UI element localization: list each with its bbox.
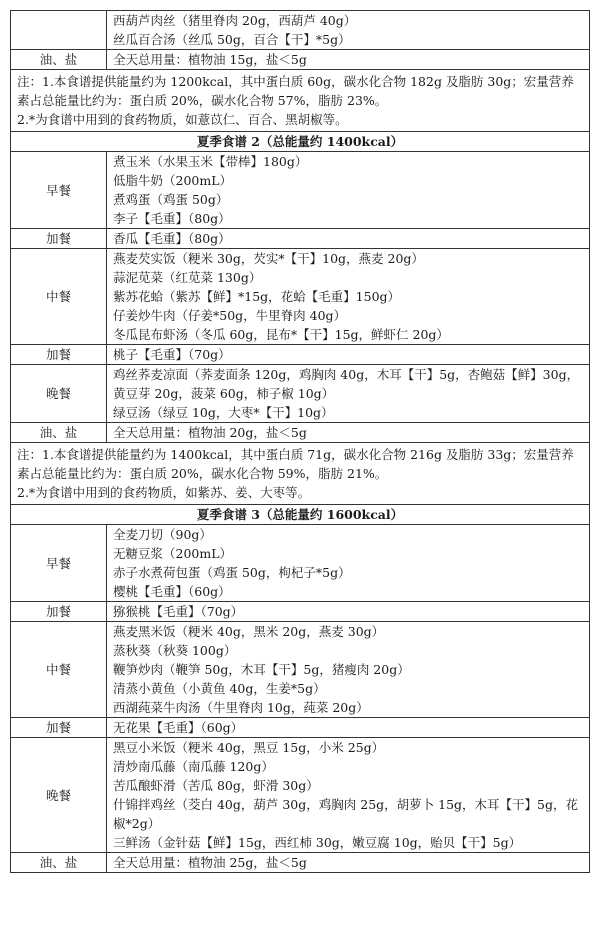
meal-label-dinner: 晚餐	[11, 738, 107, 853]
oil-salt-label: 油、盐	[11, 423, 107, 443]
dish-list	[107, 622, 590, 718]
dish-item: 低脂牛奶（200mL）	[113, 173, 233, 188]
oil-salt-row	[11, 423, 590, 443]
note-line-1: 注：1.本食谱提供能量约为 1400kcal，其中蛋白质 71g，碳水化合物 216g 及脂肪 33g；宏量营养素占总能量比约为：蛋白质 20%，碳水化合物 59%，脂肪 21%。	[17, 447, 574, 481]
dish-item: 燕麦芡实饭（粳米 30g，芡实*【干】10g，燕麦 20g）	[113, 251, 424, 266]
menu1-continued-row	[11, 11, 590, 50]
dish-item: 桃子【毛重】（70g）	[107, 345, 590, 365]
menu2-dinner-row	[11, 365, 590, 423]
meal-label-breakfast: 早餐	[11, 152, 107, 229]
dish-item: 清炒南瓜藤（南瓜藤 120g）	[113, 759, 274, 774]
dish-item: 鸡丝荞麦凉面（荞麦面条 120g，鸡胸肉 40g，木耳【干】5g，杏鲍菇【鲜】30g，黄豆芽 20g，菠菜 60g，柿子椒 10g）	[113, 367, 580, 401]
dish-list	[107, 11, 590, 50]
dish-item: 赤子水煮荷包蛋（鸡蛋 50g，枸杞子*5g）	[113, 565, 351, 580]
meal-label-lunch: 中餐	[11, 249, 107, 345]
dish-item: 无糖豆浆（200mL）	[113, 546, 233, 561]
dish-list	[107, 365, 590, 423]
dish-list	[107, 525, 590, 602]
dish-item: 蒸秋葵（秋葵 100g）	[113, 643, 237, 658]
dish-list	[107, 738, 590, 853]
menu2-title-row	[11, 132, 590, 152]
oil-salt-text: 全天总用量：植物油 25g，盐＜5g	[107, 853, 590, 873]
meal-label-dinner: 晚餐	[11, 365, 107, 423]
dish-item: 仔姜炒牛肉（仔姜*50g，牛里脊肉 40g）	[113, 308, 347, 323]
dish-list	[107, 152, 590, 229]
menu-table	[10, 10, 590, 873]
menu2-title: 夏季食谱 2（总能量约 1400kcal）	[11, 132, 590, 152]
dish-item: 黑豆小米饭（粳米 40g，黑豆 15g，小米 25g）	[113, 740, 385, 755]
dish-item: 李子【毛重】（80g）	[113, 211, 231, 226]
menu1-note	[11, 70, 590, 132]
menu3-title: 夏季食谱 3（总能量约 1600kcal）	[11, 505, 590, 525]
dish-item: 无花果【毛重】（60g）	[107, 718, 590, 738]
dish-item: 西葫芦肉丝（猪里脊肉 20g，西葫芦 40g）	[113, 13, 357, 28]
oil-salt-row	[11, 50, 590, 70]
dish-item: 苦瓜酿虾滑（苦瓜 80g，虾滑 30g）	[113, 778, 319, 793]
oil-salt-text: 全天总用量：植物油 15g，盐＜5g	[107, 50, 590, 70]
meal-label-snack: 加餐	[11, 345, 107, 365]
menu2-note	[11, 443, 590, 505]
note-row	[11, 70, 590, 132]
note-line-1: 注：1.本食谱提供能量约为 1200kcal，其中蛋白质 60g，碳水化合物 182g 及脂肪 30g；宏量营养素占总能量比约为：蛋白质 20%，碳水化合物 57%，脂肪 23%。	[17, 74, 574, 108]
dish-item: 煮鸡蛋（鸡蛋 50g）	[113, 192, 229, 207]
dish-item: 燕麦黑米饭（粳米 40g，黑米 20g，燕麦 30g）	[113, 624, 385, 639]
oil-salt-label: 油、盐	[11, 853, 107, 873]
meal-label-lunch: 中餐	[11, 622, 107, 718]
menu3-snack1-row	[11, 602, 590, 622]
menu2-snack2-row	[11, 345, 590, 365]
dish-item: 紫苏花蛤（紫苏【鲜】*15g，花蛤【毛重】150g）	[113, 289, 401, 304]
dish-item: 三鲜汤（金针菇【鲜】15g，西红柿 30g，嫩豆腐 10g，贻贝【干】5g）	[113, 835, 522, 850]
meal-label-empty	[11, 11, 107, 50]
dish-list	[107, 249, 590, 345]
meal-label-snack: 加餐	[11, 229, 107, 249]
dish-item: 清蒸小黄鱼（小黄鱼 40g，生姜*5g）	[113, 681, 326, 696]
dish-item: 绿豆汤（绿豆 10g，大枣*【干】10g）	[113, 405, 334, 420]
dish-item: 樱桃【毛重】（60g）	[113, 584, 231, 599]
meal-label-breakfast: 早餐	[11, 525, 107, 602]
dish-item: 全麦刀切（90g）	[113, 527, 212, 542]
dish-item: 丝瓜百合汤（丝瓜 50g，百合【干】*5g）	[113, 32, 351, 47]
dish-item: 西湖莼菜牛肉汤（牛里脊肉 10g，莼菜 20g）	[113, 700, 369, 715]
note-line-2: 2.*为食谱中用到的食药物质，如薏苡仁、百合、黑胡椒等。	[17, 112, 348, 127]
dish-item: 猕猴桃【毛重】（70g）	[107, 602, 590, 622]
menu2-lunch-row	[11, 249, 590, 345]
menu2-snack1-row	[11, 229, 590, 249]
menu3-title-row	[11, 505, 590, 525]
menu3-snack2-row	[11, 718, 590, 738]
dish-item: 蒜泥苋菜（红苋菜 130g）	[113, 270, 262, 285]
meal-label-snack: 加餐	[11, 718, 107, 738]
dish-item: 香瓜【毛重】（80g）	[107, 229, 590, 249]
menu3-lunch-row	[11, 622, 590, 718]
menu2-breakfast-row	[11, 152, 590, 229]
oil-salt-text: 全天总用量：植物油 20g，盐＜5g	[107, 423, 590, 443]
note-line-2: 2.*为食谱中用到的食药物质，如紫苏、姜、大枣等。	[17, 485, 311, 500]
note-row	[11, 443, 590, 505]
dish-item: 什锦拌鸡丝（茭白 40g，葫芦 30g，鸡胸肉 25g，胡萝卜 15g，木耳【干】5g，花椒*2g）	[113, 797, 578, 831]
oil-salt-row	[11, 853, 590, 873]
dish-item: 鞭笋炒肉（鞭笋 50g，木耳【干】5g，猪瘦肉 20g）	[113, 662, 410, 677]
menu3-breakfast-row	[11, 525, 590, 602]
dish-item: 煮玉米（水果玉米【带棒】180g）	[113, 154, 308, 169]
menu3-dinner-row	[11, 738, 590, 853]
oil-salt-label: 油、盐	[11, 50, 107, 70]
dish-item: 冬瓜昆布虾汤（冬瓜 60g，昆布*【干】15g，鲜虾仁 20g）	[113, 327, 449, 342]
meal-label-snack: 加餐	[11, 602, 107, 622]
